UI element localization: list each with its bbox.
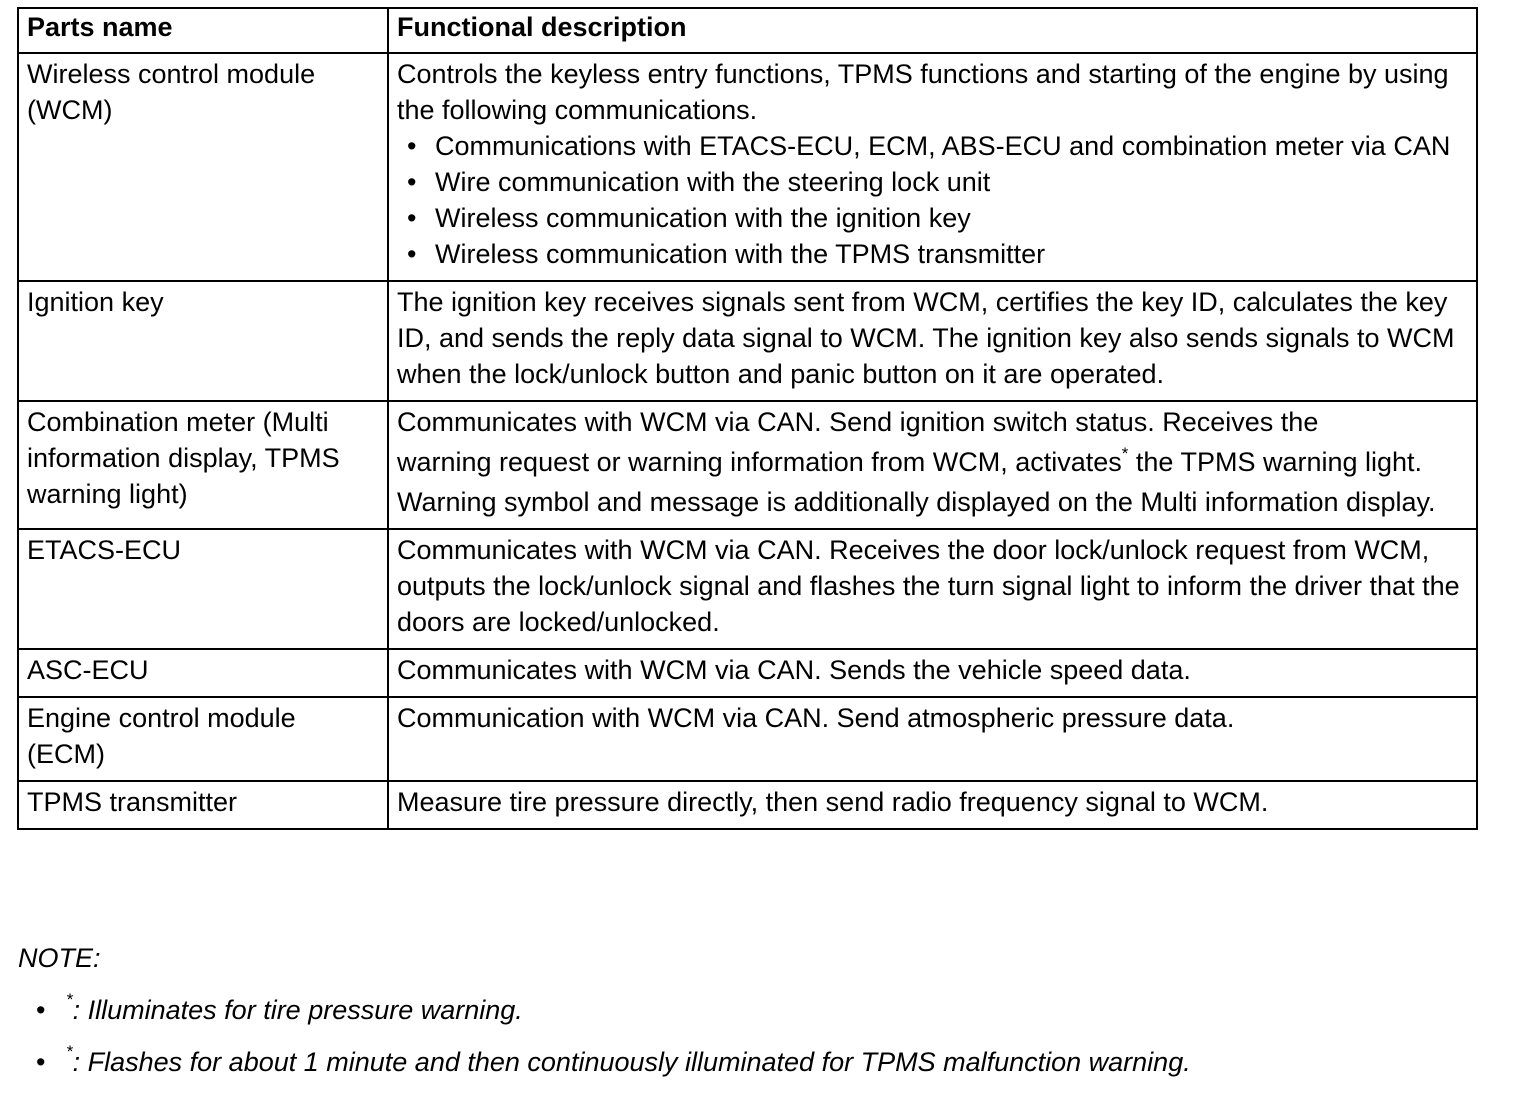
note-item [18, 990, 1498, 1042]
table-row [18, 781, 1477, 829]
part-name-cell: ASC-ECU [18, 649, 388, 697]
header-parts-name: Parts name [18, 8, 388, 53]
description-text: Controls the keyless entry functions, TPMS functions and starting of the engine by using the following communications. [397, 59, 1449, 125]
list-item: • Wireless communication with the TPMS transmitter [397, 236, 1468, 272]
description-line: Communicates with WCM via CAN. Send ignition switch status. Receives the [397, 407, 1319, 437]
part-name-cell: Ignition key [18, 281, 388, 401]
description-text: the TPMS warning light. Warning symbol and message is additionally displayed on the Multi information display. [397, 447, 1436, 517]
description-cell: Communication with WCM via CAN. Send atmospheric pressure data. [388, 697, 1477, 781]
description-cell [388, 401, 1477, 529]
note-title: NOTE: [18, 943, 101, 973]
footnote-mark: * [1121, 444, 1129, 463]
part-name-cell: Engine control module (ECM) [18, 697, 388, 781]
description-cell: Communicates with WCM via CAN. Sends the vehicle speed data. [388, 649, 1477, 697]
note-section [18, 940, 1498, 1094]
list-item: • Wireless communication with the ignition key [397, 200, 1468, 236]
communication-list [397, 128, 1468, 272]
part-name-cell: Combination meter (Multi information display, TPMS warning light) [18, 401, 388, 529]
note-list [18, 990, 1498, 1094]
table-header-row [18, 8, 1477, 53]
description-text: warning request or warning information from WCM, activates [397, 447, 1122, 477]
note-text: : Flashes for about 1 minute and then continuously illuminated for TPMS malfunction warning. [72, 1047, 1191, 1077]
footnote-mark: * [66, 990, 73, 1009]
description-cell: Measure tire pressure directly, then send radio frequency signal to WCM. [388, 781, 1477, 829]
description-cell: The ignition key receives signals sent from WCM, certifies the key ID, calculates the key ID, and sends the reply data signal to WCM. The ignition key also sends signals to WCM when the lock/unlock button and panic button on it are operated. [388, 281, 1477, 401]
note-text: : Illuminates for tire pressure warning. [72, 995, 523, 1025]
part-name-cell: TPMS transmitter [18, 781, 388, 829]
table-row [18, 281, 1477, 401]
parts-function-table [17, 7, 1478, 830]
part-name-cell: ETACS-ECU [18, 529, 388, 649]
table-row [18, 401, 1477, 529]
header-functional-description: Functional description [388, 8, 1477, 53]
part-name-cell: Wireless control module (WCM) [18, 53, 388, 281]
list-item: • Wire communication with the steering lock unit [397, 164, 1468, 200]
table-row [18, 53, 1477, 281]
footnote-mark: * [66, 1042, 73, 1061]
table-row [18, 649, 1477, 697]
table-row [18, 529, 1477, 649]
description-cell [388, 53, 1477, 281]
table-row [18, 697, 1477, 781]
description-cell: Communicates with WCM via CAN. Receives the door lock/unlock request from WCM, outputs the lock/unlock signal and flashes the turn signal light to inform the driver that the doors are locked/unlocked. [388, 529, 1477, 649]
note-item [18, 1042, 1498, 1094]
list-item: • Communications with ETACS-ECU, ECM, ABS-ECU and combination meter via CAN [397, 128, 1468, 164]
